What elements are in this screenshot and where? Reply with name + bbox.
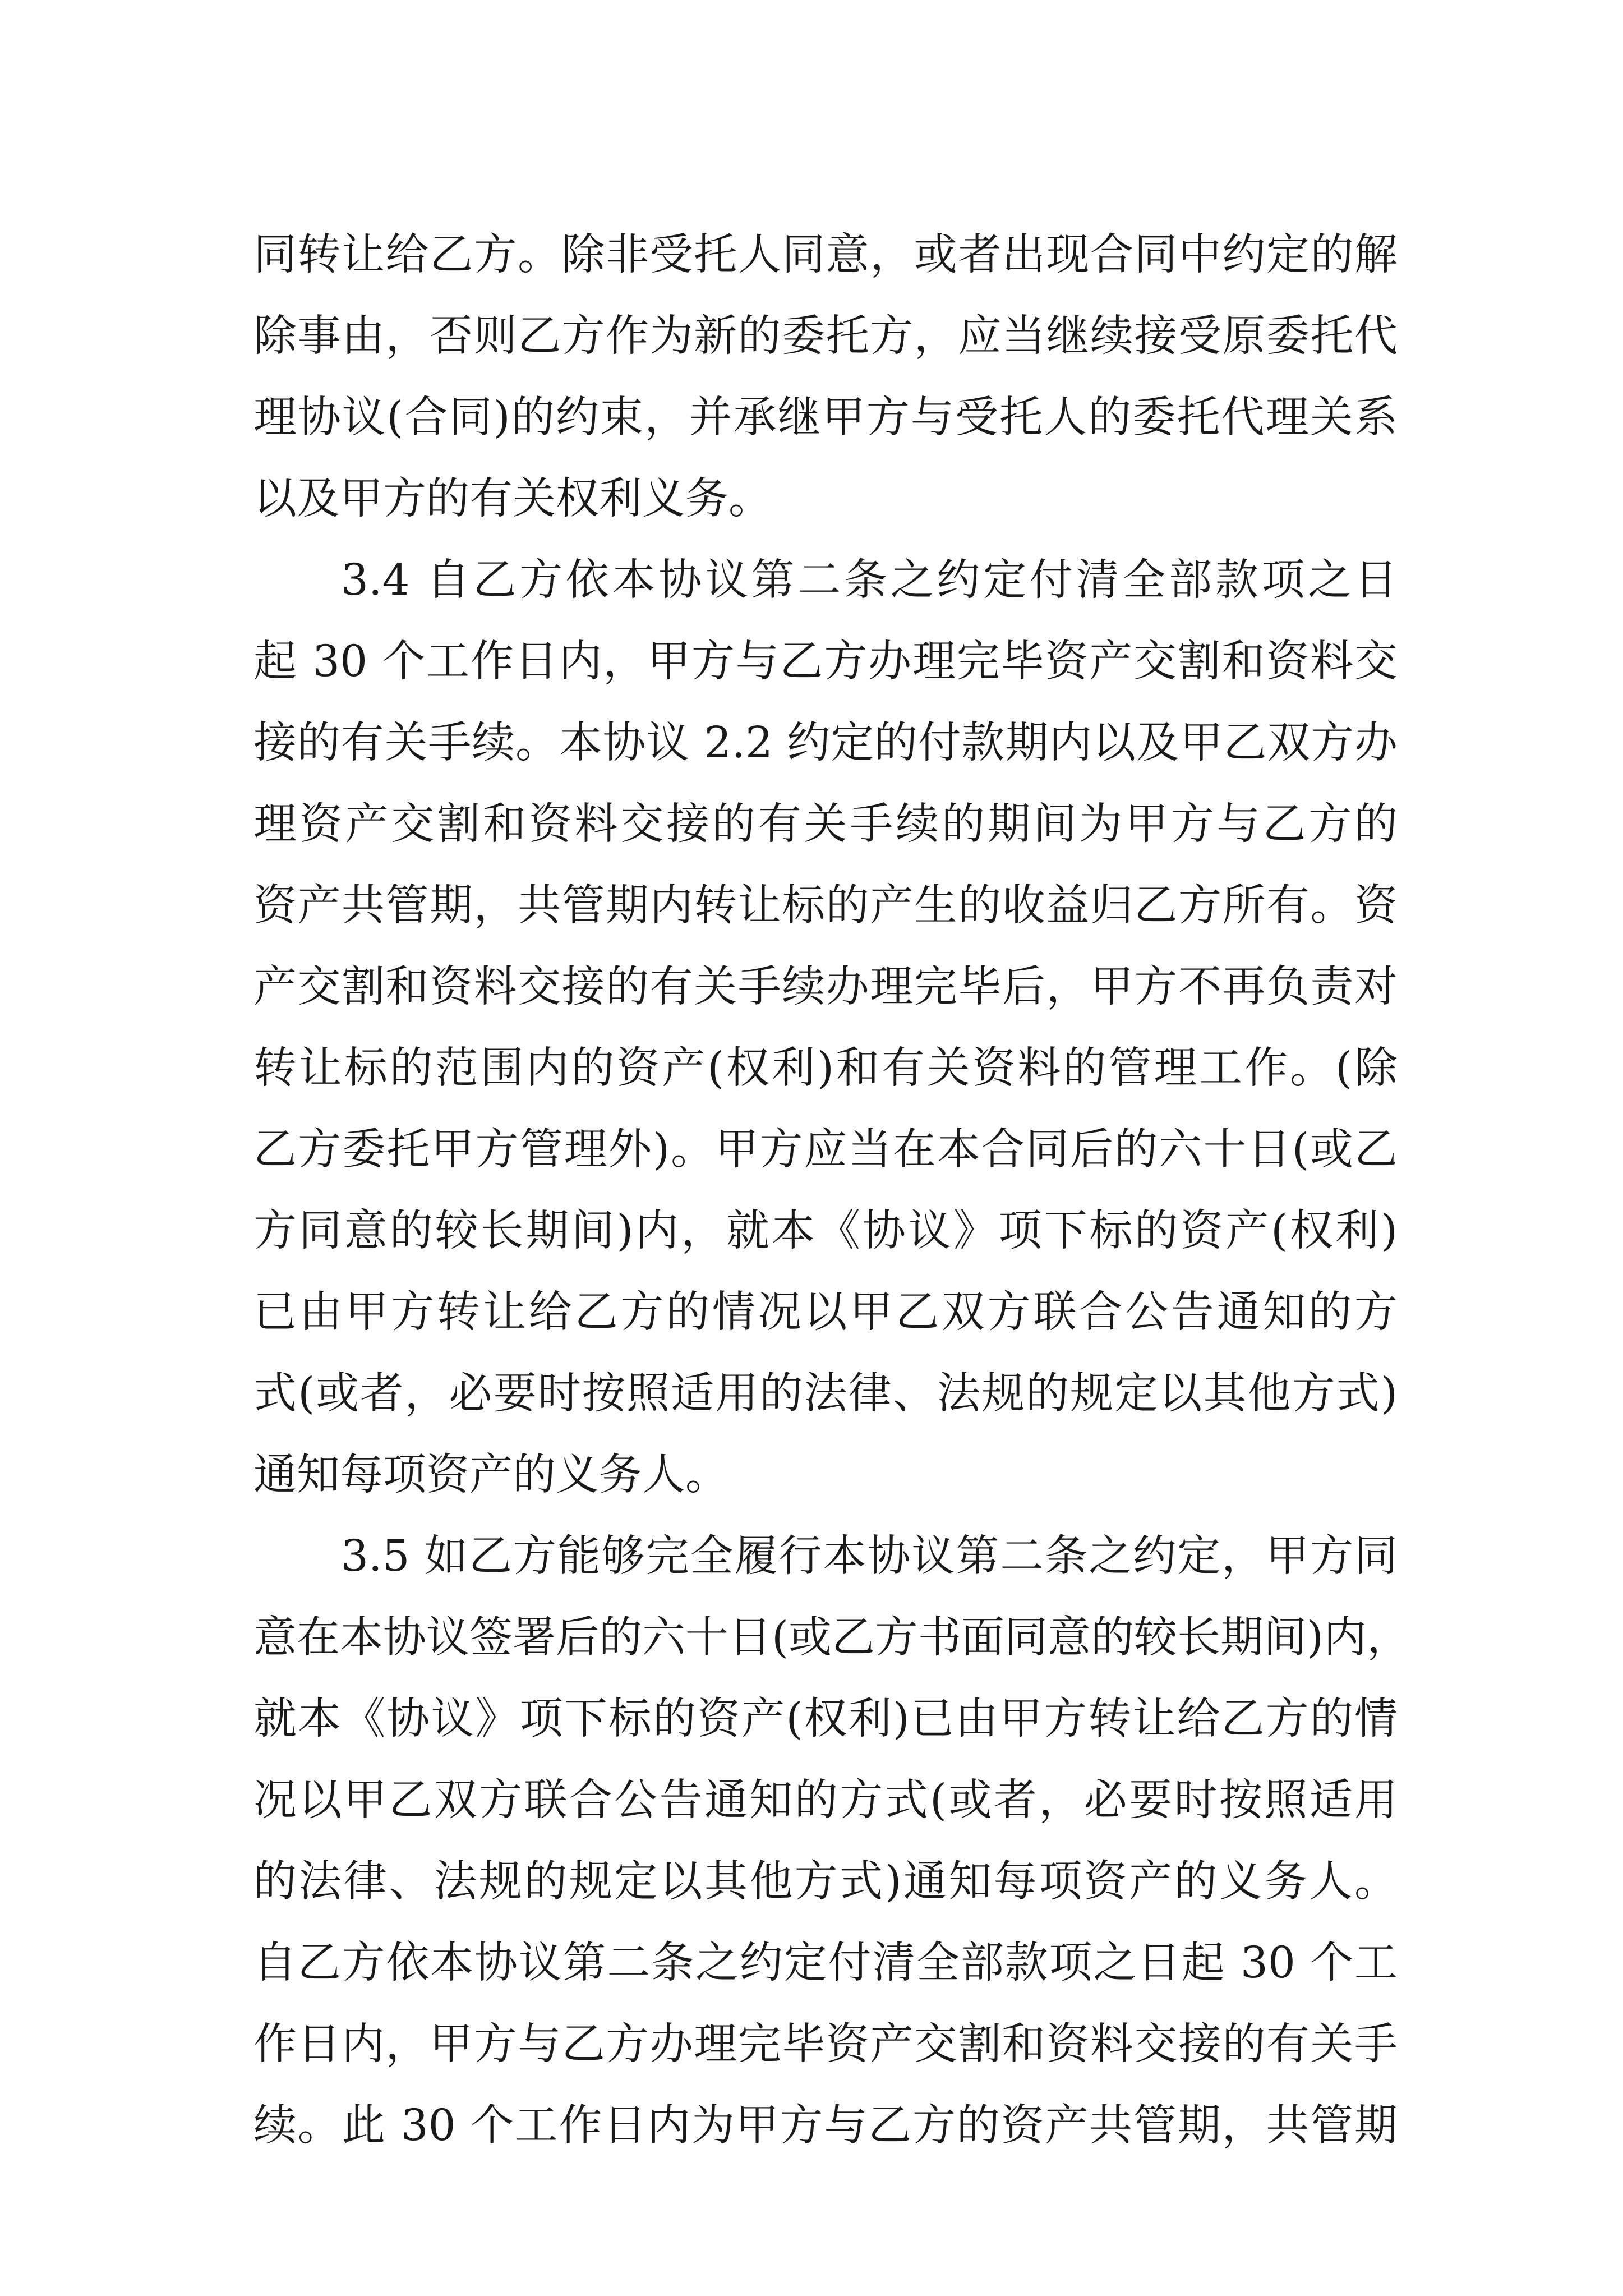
body-line: 自乙方依本协议第二条之约定付清全部款项之日起 30 个工: [253, 1938, 1398, 1988]
body-line: 除事由，否则乙方作为新的委托方，应当继续接受原委托代: [253, 311, 1398, 361]
body-line: 以及甲方的有关权利义务。: [253, 474, 772, 524]
body-line: 况以甲乙双方联合公告通知的方式(或者，必要时按照适用: [253, 1775, 1398, 1825]
body-line: 就本《协议》项下标的资产(权利)已由甲方转让给乙方的情: [253, 1694, 1398, 1744]
document-body: [253, 214, 1410, 2166]
body-line: 作日内，甲方与乙方办理完毕资产交割和资料交接的有关手: [253, 2019, 1398, 2069]
body-line: 转让标的范围内的资产(权利)和有关资料的管理工作。(除: [253, 1043, 1398, 1093]
body-line: 意在本协议签署后的六十日(或乙方书面同意的较长期间)内，: [253, 1613, 1410, 1663]
body-line: 续。此 30 个工作日内为甲方与乙方的资产共管期，共管期: [253, 2101, 1398, 2151]
clause-3-4-first-line: 3.4 自乙方依本协议第二条之约定付清全部款项之日: [341, 555, 1398, 605]
body-line: 的法律、法规的规定以其他方式)通知每项资产的义务人。: [253, 1857, 1398, 1907]
body-line: 资产共管期，共管期内转让标的产生的收益归乙方所有。资: [253, 881, 1398, 931]
body-line: 理资产交割和资料交接的有关手续的期间为甲方与乙方的: [253, 799, 1398, 849]
body-line: 式(或者，必要时按照适用的法律、法规的规定以其他方式): [253, 1369, 1398, 1419]
body-line: 产交割和资料交接的有关手续办理完毕后，甲方不再负责对: [253, 962, 1398, 1012]
body-line: 方同意的较长期间)内，就本《协议》项下标的资产(权利): [253, 1206, 1398, 1256]
body-line: 乙方委托甲方管理外)。甲方应当在本合同后的六十日(或乙: [253, 1125, 1398, 1175]
body-line: 理协议(合同)的约束，并承继甲方与受托人的委托代理关系: [253, 393, 1398, 443]
clause-3-5-first-line: 3.5 如乙方能够完全履行本协议第二条之约定，甲方同: [341, 1531, 1398, 1581]
body-line: 接的有关手续。本协议 2.2 约定的付款期内以及甲乙双方办: [253, 718, 1398, 768]
body-line: 通知每项资产的义务人。: [253, 1450, 728, 1500]
body-line: 起 30 个工作日内，甲方与乙方办理完毕资产交割和资料交: [253, 637, 1398, 687]
body-line: 同转让给乙方。除非受托人同意，或者出现合同中约定的解: [253, 230, 1398, 280]
body-line: 已由甲方转让给乙方的情况以甲乙双方联合公告通知的方: [253, 1287, 1398, 1337]
